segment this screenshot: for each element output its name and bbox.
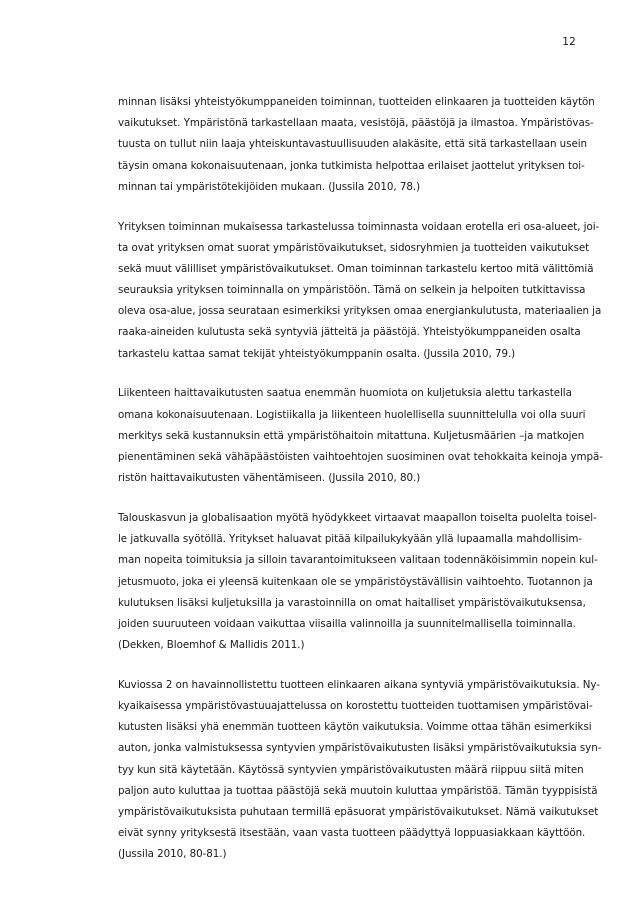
text-line: kyaikaisessa ympäristövastuuajattelussa on korostettu tuotteiden tuottamisen ympäristövai-	[118, 700, 593, 713]
text-line: omana kokonaisuutenaan. Logistiikalla ja liikenteen huolellisella suunnittelulla voi olla suuri	[118, 408, 586, 421]
text-line: ristön haittavaikutusten vähentämiseen. (Jussila 2010, 80.)	[118, 472, 421, 485]
text-line: kulutuksen lisäksi kuljetuksilla ja varastoinnilla on omat haitalliset ympäristövaikutuksensa,	[118, 596, 586, 609]
paragraph-4	[118, 508, 598, 656]
text-line: le jatkuvalla syötöllä. Yritykset haluavat pitää kilpailukykyään yllä lupaamalla mahdollisim-	[118, 533, 583, 546]
text-line: tarkastelu kattaa samat tekijät yhteistyökumppanin osalta. (Jussila 2010, 79.)	[118, 347, 516, 360]
text-line: ta ovat yrityksen omat suorat ympäristövaikutukset, sidosryhmien ja tuotteiden vaikutukset	[118, 241, 590, 254]
text-line: tyy kun sitä käytetään. Käytössä syntyvien ympäristövaikutusten määrä riippuu siitä miten	[118, 763, 584, 776]
paragraph-3	[118, 383, 603, 489]
text-line: Kuviossa 2 on havainnollistettu tuotteen elinkaaren aikana syntyviä ympäristövaikutuksia. Ny-	[118, 678, 600, 691]
text-line: Yrityksen toiminnan mukaisessa tarkastelussa toiminnasta voidaan erotella eri osa-alueet, joi-	[118, 220, 600, 233]
paragraph-5	[118, 675, 602, 866]
text-line: Talouskasvun ja globalisaation myötä hyödykkeet virtaavat maapallon toiselta puolelta toisel-	[118, 511, 597, 524]
text-line: täysin omana kokonaisuutenaan, jonka tutkimista helpottaa erilaiset jaottelut yrityksen toi-	[118, 159, 585, 172]
text-line: (Dekken, Bloemhof & Mallidis 2011.)	[118, 639, 305, 652]
text-line: jetusmuoto, joka ei yleensä kuitenkaan ole se ympäristöystävällisin vaihtoehto. Tuotannon ja	[118, 575, 593, 588]
text-line: merkitys sekä kustannuksin että ympäristöhaitoin mitattuna. Kuljetusmäärien –ja matkojen	[118, 429, 585, 442]
text-line: auton, jonka valmistuksessa syntyvien ympäristövaikutusten lisäksi ympäristövaikutuksia syn-	[118, 742, 602, 755]
text-line: eivät synny yrityksestä itsestään, vaan vasta tuotteen päädyttyä loppuasiakkaan käyttöön.	[118, 827, 586, 840]
text-line: oleva osa-alue, jossa seurataan esimerkiksi yrityksen omaa energiankulutusta, materiaalien ja	[118, 305, 602, 318]
body-text	[118, 92, 603, 884]
page-number: 12	[562, 36, 576, 48]
paragraph-2	[118, 217, 602, 365]
text-line: minnan lisäksi yhteistyökumppaneiden toiminnan, tuotteiden elinkaaren ja tuotteiden käytön	[118, 96, 595, 108]
text-line: ympäristövaikutuksista puhutaan termillä epäsuorat ympäristövaikutukset. Nämä vaikutukset	[118, 806, 599, 818]
text-line: kutusten lisäksi yhä enemmän tuotteen käytön vaikutuksia. Voimme ottaa tähän esimerkiksi	[118, 721, 592, 734]
text-line: sekä muut välilliset ympäristövaikutukset. Oman toiminnan tarkastelu kertoo mitä välittömiä	[118, 262, 594, 275]
text-line: paljon auto kuluttaa ja tuottaa päästöjä sekä muutoin kuluttaa ympäristöä. Tämän tyyppisistä	[118, 784, 598, 797]
text-line: minnan tai ympäristötekijöiden mukaan. (Jussila 2010, 78.)	[118, 180, 421, 193]
text-line: tuusta on tullut niin laaja yhteiskuntavastuullisuuden alakäsite, että sitä tarkastellaan usein	[118, 138, 588, 151]
text-line: joiden suuruuteen voidaan vaikuttaa viisailla valinnoilla ja suunnitelmallisella toiminnalla.	[118, 617, 576, 630]
text-line: Liikenteen haittavaikutusten saatua enemmän huomiota on kuljetuksia alettu tarkastella	[118, 387, 572, 400]
text-line: vaikutukset. Ympäristönä tarkastellaan maata, vesistöjä, päästöjä ja ilmastoa. Ympäristövas-	[118, 117, 594, 130]
text-line: pienentäminen sekä vähäpäästöisten vaihtoehtojen suosiminen ovat tehokkaita keinoja ympä-	[118, 451, 603, 463]
text-line: seurauksia yrityksen toiminnalla on ympäristöön. Tämä on selkein ja helpoiten tutkittavissa	[118, 284, 586, 297]
text-line: raaka-aineiden kulutusta sekä syntyviä jätteitä ja päästöjä. Yhteistyökumppaneiden osalta	[118, 326, 581, 339]
text-line: (Jussila 2010, 80-81.)	[118, 848, 227, 861]
text-line: man nopeita toimituksia ja silloin tavarantoimitukseen valitaan todennäköisimmin nopein kul-	[118, 554, 598, 567]
paragraph-1	[118, 92, 595, 198]
